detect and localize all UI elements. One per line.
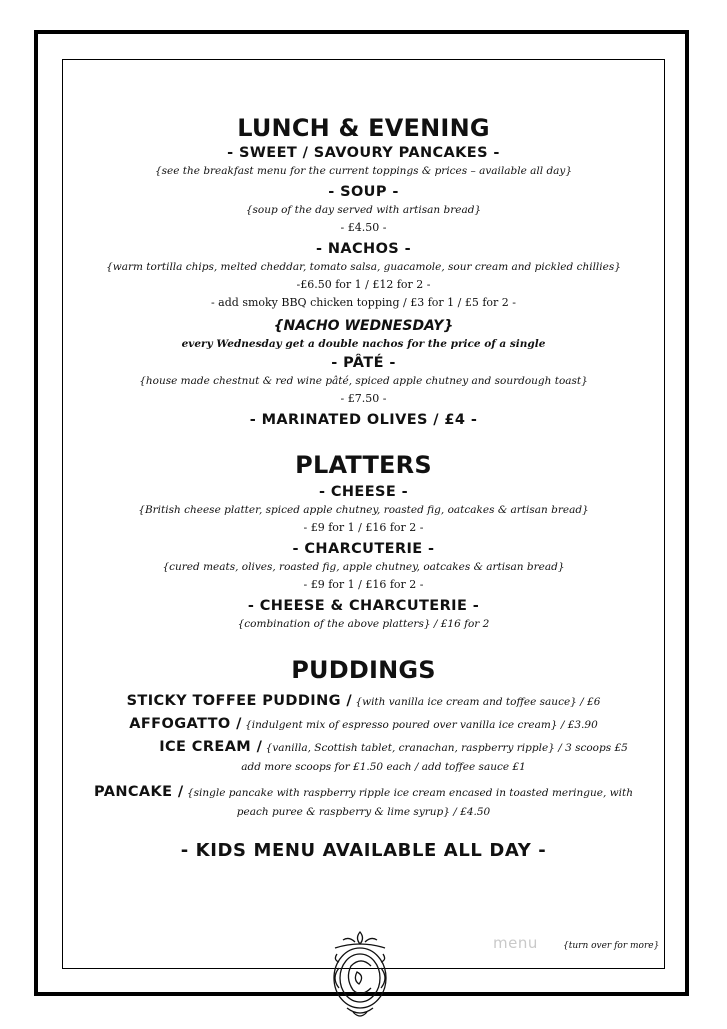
soup-price: - £4.50 -: [340, 221, 387, 234]
charcuterie-description: {cured meats, olives, roasted fig, apple chutney, oatcakes & artisan bread}: [162, 561, 565, 573]
soup-heading: - SOUP -: [328, 184, 399, 200]
pudding-name: AFFOGATTO /: [129, 716, 242, 732]
section-title-platters: PLATTERS: [295, 451, 432, 479]
pudding-item: [62, 714, 665, 735]
olives-heading: - MARINATED OLIVES / £4 -: [249, 412, 478, 428]
menu-content: [62, 113, 665, 863]
pate-heading: - PÂTÉ -: [331, 355, 396, 371]
pancakes-heading: - SWEET / SAVOURY PANCAKES -: [227, 145, 500, 161]
section-title-puddings: PUDDINGS: [291, 656, 436, 684]
pancakes-description: {see the breakfast menu for the current toppings & prices – available all day}: [154, 165, 573, 177]
nachos-price: -£6.50 for 1 / £12 for 2 -: [296, 278, 431, 291]
cheese-price: - £9 for 1 / £16 for 2 -: [303, 521, 424, 534]
pudding-description: {with vanilla ice cream and toffee sauce} / £6: [352, 696, 601, 708]
combo-heading: - CHEESE & CHARCUTERIE -: [247, 598, 480, 614]
pudding-item: [62, 737, 665, 758]
cheese-description: {British cheese platter, spiced apple chutney, roasted fig, oatcakes & artisan bread}: [138, 504, 589, 516]
watermark: menu: [493, 934, 538, 952]
nachos-extra: - add smoky BBQ chicken topping / £3 for 1 / £5 for 2 -: [210, 296, 517, 309]
section-title-lunch: LUNCH & EVENING: [237, 114, 490, 142]
turn-over-note: {turn over for more}: [563, 941, 660, 951]
pudding-name: PANCAKE /: [94, 784, 184, 800]
pudding-name: ICE CREAM /: [159, 739, 263, 755]
ornamental-monogram-icon: [325, 928, 395, 1020]
charcuterie-heading: - CHARCUTERIE -: [292, 541, 435, 557]
cheese-heading: - CHEESE -: [318, 484, 409, 500]
promo-title: {NACHO WEDNESDAY}: [273, 318, 454, 334]
pudding-description: {indulgent mix of espresso poured over vanilla ice cream} / £3.90: [241, 719, 598, 731]
soup-description: {soup of the day served with artisan bread}: [245, 204, 482, 216]
pudding-subline: peach puree & raspberry & lime syrup} / £4.50: [236, 806, 491, 818]
pate-description: {house made chestnut & red wine pâté, spiced apple chutney and sourdough toast}: [139, 375, 588, 387]
pudding-description: {single pancake with raspberry ripple ice cream encased in toasted meringue, with: [183, 787, 633, 799]
pudding-name: STICKY TOFFEE PUDDING /: [126, 693, 353, 709]
charcuterie-price: - £9 for 1 / £16 for 2 -: [303, 578, 424, 591]
pudding-item: [62, 691, 665, 712]
nachos-description: {warm tortilla chips, melted cheddar, tomato salsa, guacamole, sour cream and pickled chillies}: [106, 261, 621, 273]
pudding-description: {vanilla, Scottish tablet, cranachan, raspberry ripple} / 3 scoops £5: [262, 742, 628, 754]
promo-text: every Wednesday get a double nachos for the price of a single: [181, 338, 546, 350]
pate-price: - £7.50 -: [340, 392, 387, 405]
combo-description: {combination of the above platters} / £16 for 2: [237, 618, 490, 630]
pudding-item: [62, 782, 665, 803]
pudding-subline: add more scoops for £1.50 each / add toffee sauce £1: [241, 761, 526, 773]
kids-menu-banner: - KIDS MENU AVAILABLE ALL DAY -: [180, 840, 547, 861]
nachos-heading: - NACHOS -: [315, 241, 412, 257]
